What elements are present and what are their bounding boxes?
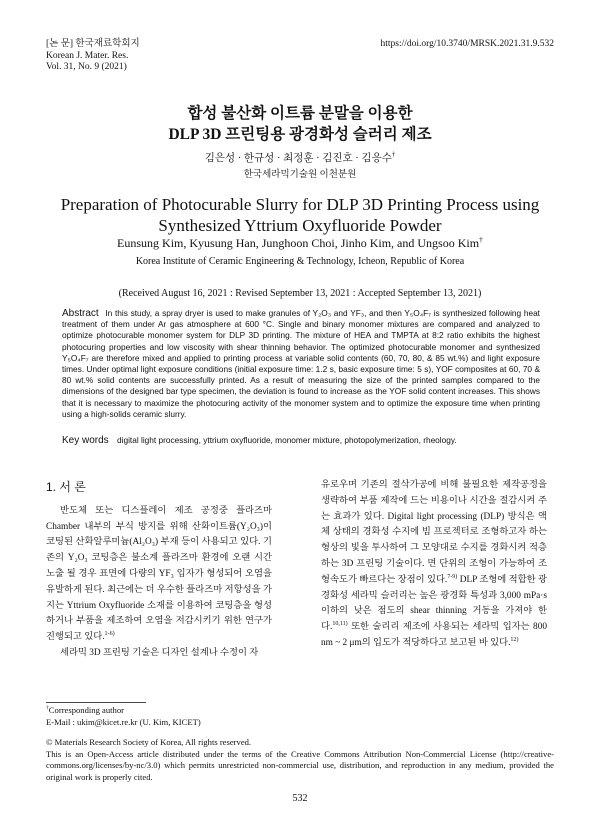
paragraph xyxy=(46,504,272,646)
journal-name-ko: [논 문] 한국재료학회지 xyxy=(46,39,140,49)
citation: 12) xyxy=(510,636,519,643)
title-english-line2: Synthesized Yttrium Oxyfluoride Powder xyxy=(158,216,442,235)
title-korean xyxy=(0,103,600,145)
paragraph xyxy=(321,478,547,652)
footnote xyxy=(46,705,201,728)
abstract-label: Abstract xyxy=(62,308,99,319)
authors-english xyxy=(0,236,600,251)
corresponding-mark-footnote: † xyxy=(46,705,49,712)
title-korean-line2: DLP 3D 프린팅용 광경화성 슬러리 제조 xyxy=(168,126,432,143)
keywords xyxy=(62,435,540,446)
paragraph-text: 유로우며 기존의 절삭가공에 비해 불필요한 제작공정을 생략하여 부품 제작에 드는 비용이나 시간을 절감시켜 주는 효과가 있다. Digital light processing (DLP) 방식은 액체 상태의 경화성 수지에 빔 프로젝터로 조형하고자 하는 형상의 빛을 투사하여 그 모양대로 수지를 경화시켜 적층하는 3D 프린팅 기술이다. 면 단위의 조형이 가능하여 조형속도가 빠르다는 장점이 있다. xyxy=(321,480,547,585)
keywords-label: Key words xyxy=(62,435,109,446)
citation: 7-9) xyxy=(447,573,458,580)
paragraph-text: 세라믹 3D 프린팅 기술은 디자인 설계나 수정이 자 xyxy=(60,647,259,658)
authors-english-text: Eunsung Kim, Kyusung Han, Junghoon Choi, Jinho Kim, and Ungsoo Kim xyxy=(117,236,480,250)
paragraph xyxy=(46,646,272,662)
column-left xyxy=(46,480,272,662)
affiliation-korean: 한국세라믹기술원 이천분원 xyxy=(243,170,357,180)
title-english xyxy=(0,194,600,236)
authors-korean-text: 김은성 · 한규성 · 최정훈 · 김진호 · 김응수 xyxy=(204,153,392,164)
authors-korean xyxy=(0,150,600,165)
title-korean-line1: 합성 불산화 이트륨 분말을 이용한 xyxy=(187,105,413,122)
corresponding-email: E-Mail : ukim@kicet.re.kr (U. Kim, KICET) xyxy=(46,716,201,727)
section-heading-introduction: 1. 서 론 xyxy=(46,480,86,494)
journal-header xyxy=(46,39,140,74)
abstract xyxy=(62,308,540,420)
corresponding-mark-en: † xyxy=(479,235,483,244)
page-number: 532 xyxy=(292,793,308,804)
footnote-divider xyxy=(46,702,146,703)
column-right xyxy=(321,478,547,652)
received-dates: (Received August 16, 2021 : Revised September 13, 2021 : Accepted September 13, 2021) xyxy=(118,288,482,299)
copyright: © Materials Research Society of Korea, All rights reserved. xyxy=(46,737,252,747)
abstract-text: In this study, a spray dryer is used to make granules of Y₂O₃ and YF₃, and then Y₅O₄F₇ is synthesized following heat treatment of them under Ar gas atmosphere at 600 °C. Single and binary monomer mixtures are compared and analyzed to optimize photocurable monomer system for DLP 3D printing. The mixture of HEA and TMPTA at 8:2 ratio exhibits the highest photocuring properties and low viscosity with shear thinning behavior. The optimized photocurable monomer and synthesized Y₅O₄F₇ are therefore mixed and applied to printing process at variable solid contents (60, 70, 80, & 85 wt.%) and light exposure times. Under optimal light exposure conditions (initial exposure time: 1.2 s, basic exposure time: 5 s), YOF composites at 60, 70 & 80 wt.% solid contents are successfully printed. As a result of measuring the size of the printed samples compared to the dimensions of the designed bar type specimen, the deviation is found to increase as the YOF solid content increases. This shows that it is necessary to maximize the photocuring activity of the monomer system and to optimize the exposure time when printing using a high-solids ceramic slurry. xyxy=(62,308,540,419)
keywords-text: digital light processing, yttrium oxyfluoride, monomer mixture, photopolymerization, rheology. xyxy=(117,435,457,445)
corresponding-author-label: Corresponding author xyxy=(48,705,124,715)
citation: 1-6) xyxy=(104,631,115,638)
paragraph-text: 또한 술리리 제조에 사용되는 세라믹 입자는 800 nm ~ 2 μm의 입도가 적당하다고 보고된 바 있다. xyxy=(321,622,547,648)
doi-link[interactable]: https://doi.org/10.3740/MRSK.2021.31.9.532 xyxy=(380,39,554,49)
journal-volume: Vol. 31, No. 9 (2021) xyxy=(46,62,127,72)
corresponding-mark: † xyxy=(391,151,396,159)
corresponding-author xyxy=(46,705,201,717)
title-english-line1: Preparation of Photocurable Slurry for DLP 3D Printing Process using xyxy=(60,195,540,214)
paragraph-text: 반도체 또는 디스플레이 제조 공정중 플라즈마 Chamber 내부의 부식 방지를 위해 산화이트륨(Y₂O₃)이 코팅된 산화알루미늄(Al₂O₃) 부재 등이 사용되고 있다. 기존의 Y₂O₃ 코팅층은 불소계 플라즈마 환경에 오랜 시간 노출 될 경우 표면에 다량의 YF₃ 입자가 형성되어 오염을 유발하게 된다. 최근에는 더 우수한 플라즈마 저항성을 가지는 Yttrium Oxyfluoride 소재를 이용하여 코팅층을 형성하거나 부품을 제조하여 오염을 저감시키기 위한 연구가 진행되고 있다. xyxy=(46,505,272,643)
license-text: This is an Open-Access article distributed under the terms of the Creative Commons Attribution Non-Commercial License (http://creative-commons.org/licenses/by-nc/3.0) which permits unrestricted non-commercial use, distribution, and reproduction in any medium, provided the original work is properly cited. xyxy=(46,748,554,782)
citation: 10,11) xyxy=(332,621,348,628)
license-notice xyxy=(46,737,554,783)
affiliation-english: Korea Institute of Ceramic Engineering & Technology, Icheon, Republic of Korea xyxy=(135,256,465,267)
journal-name-en: Korean J. Mater. Res. xyxy=(46,50,129,61)
paragraph-text: DLP 조형에 적합한 광경화성 세라믹 슬러리는 높은 광경화 특성과 3,000 mPa·s 이하의 낮은 점도의 shear thinning 거동을 가져야 한다. xyxy=(321,574,547,633)
